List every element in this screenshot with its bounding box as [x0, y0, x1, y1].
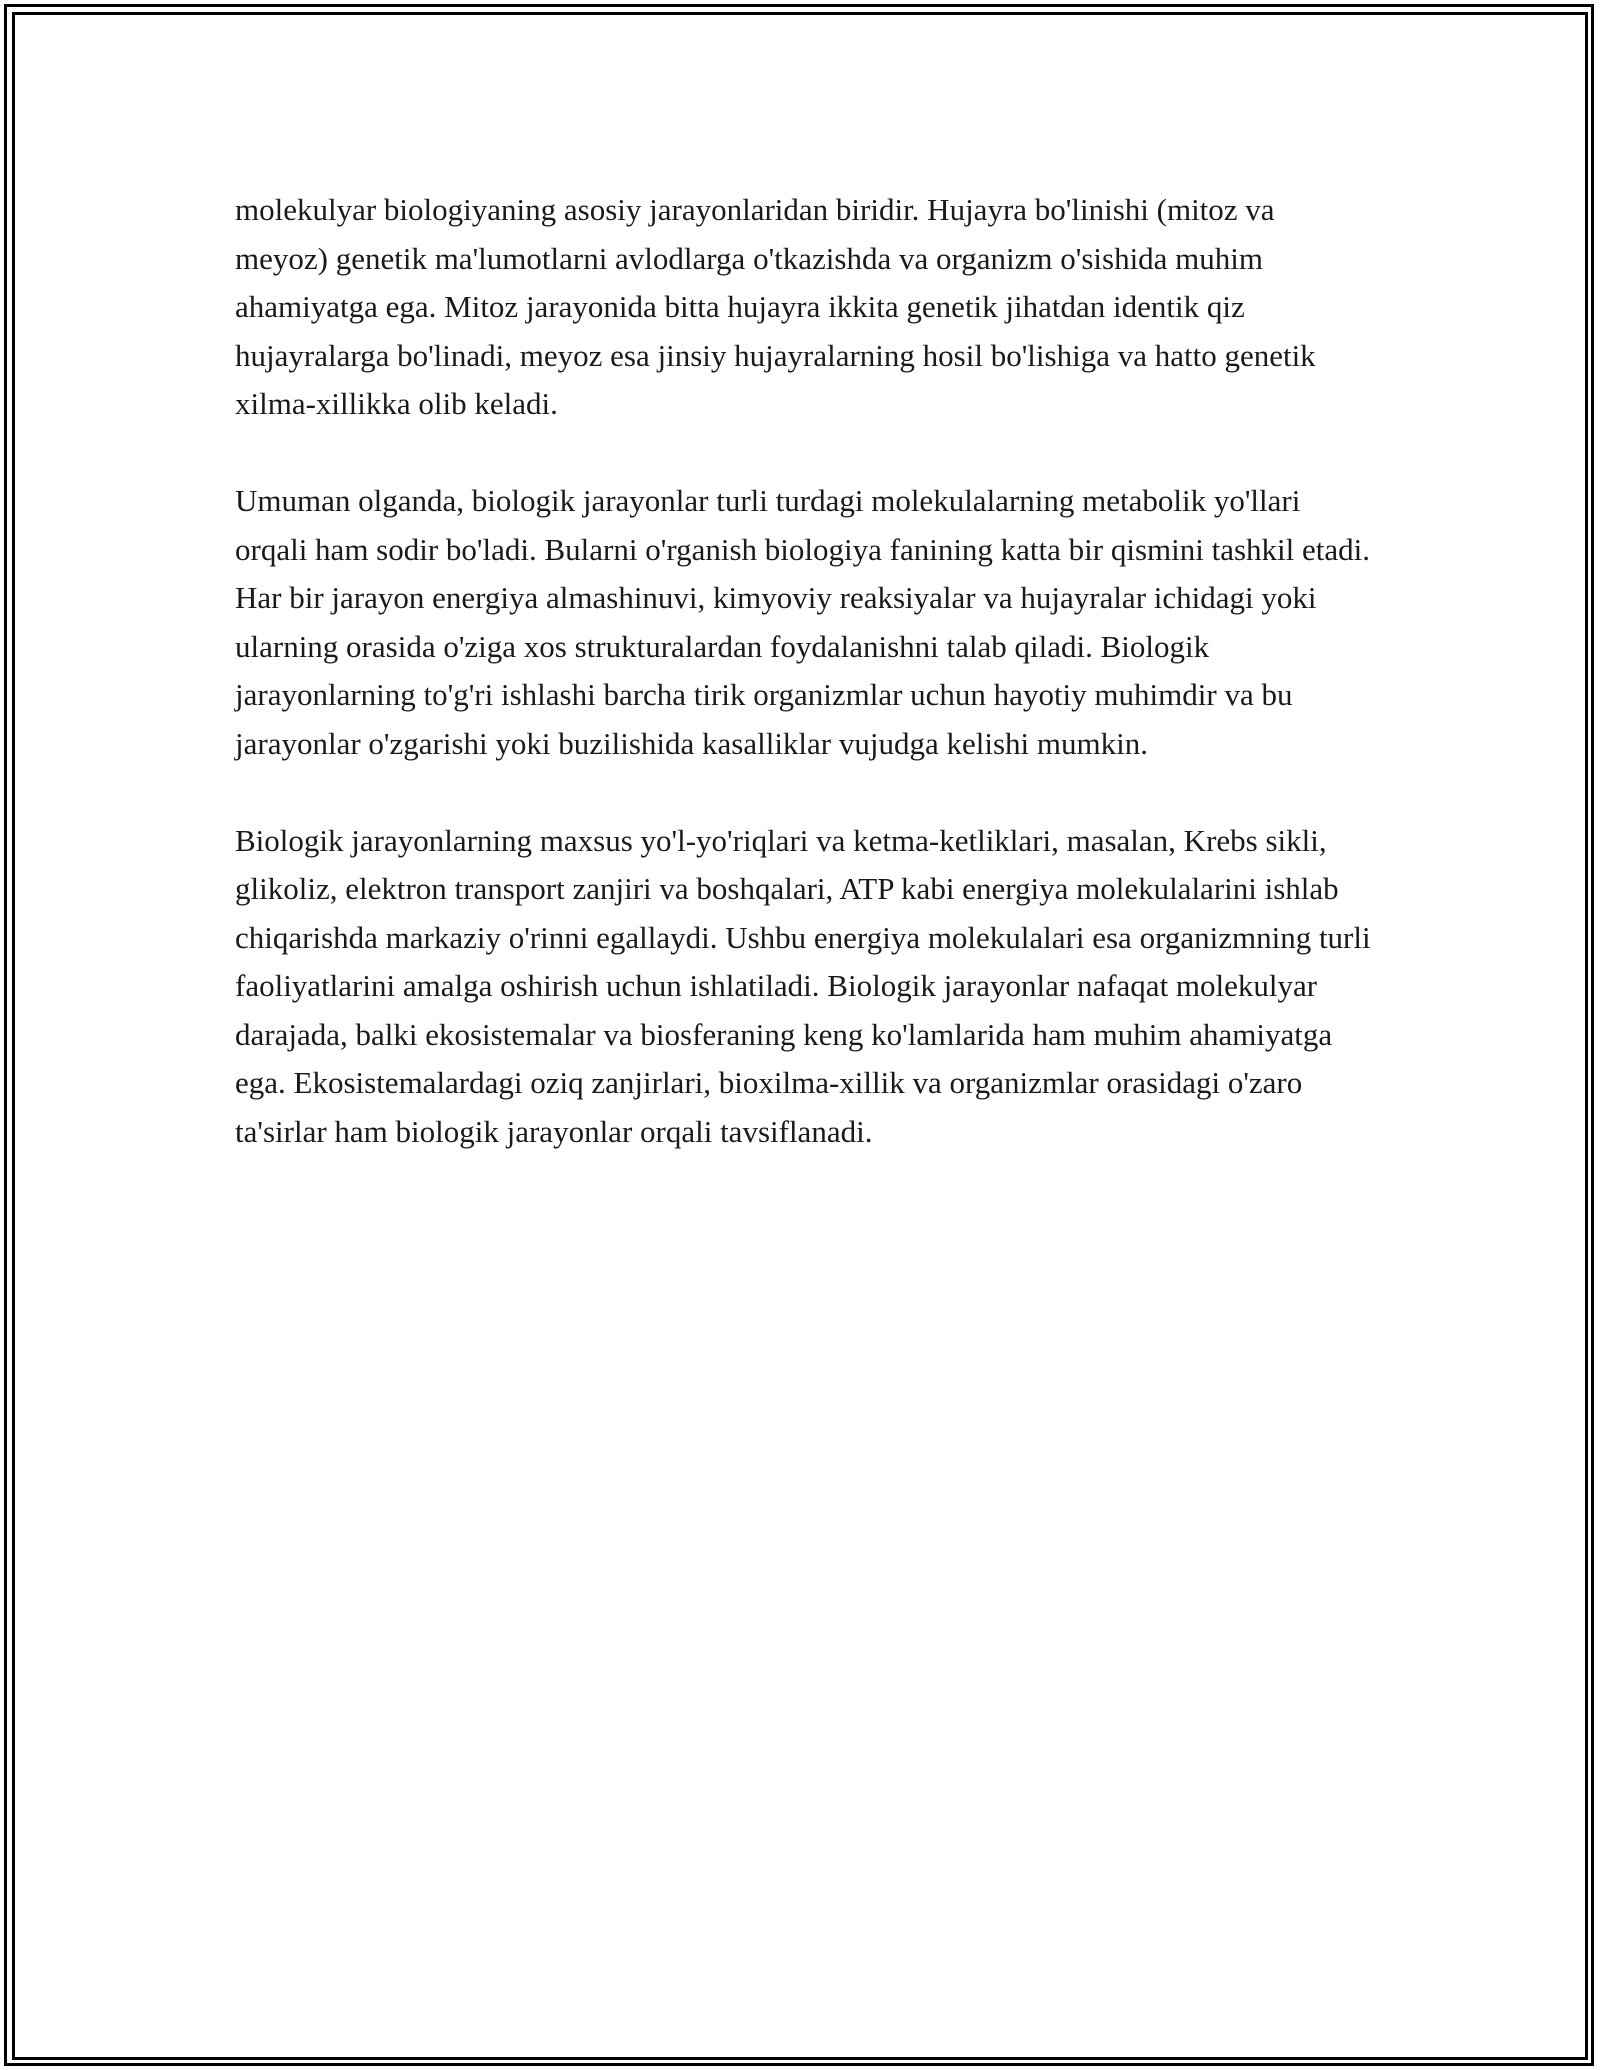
paragraph-2: Umuman olganda, biologik jarayonlar turli turdagi molekulalarning metabolik yo'llari orqali ham sodir bo'ladi. Bularni o'rganish biologiya fanining katta bir qismini tashkil etadi. Har bir jarayon energiya almashinuvi, kimyoviy reaksiyalar va hujayralar ichidagi yoki ularning orasida o'ziga xos strukturalardan foydalanishni talab qiladi. Biologik jarayonlarning to'g'ri ishlashi barcha tirik organizmlar uchun hayotiy muhimdir va bu jarayonlar o'zgarishi yoki buzilishida kasalliklar vujudga kelishi mumkin.: [235, 483, 1371, 761]
paragraph-1: molekulyar biologiyaning asosiy jarayonlaridan biridir. Hujayra bo'linishi (mitoz va meyoz) genetik ma'lumotlarni avlodlarga o'tkazishda va organizm o'sishida muhim ahamiyatga ega. Mitoz jarayonida bitta hujayra ikkita genetik jihatdan identik qiz hujayralarga bo'linadi, meyoz esa jinsiy hujayralarning hosil bo'lishiga va hatto genetik xilma-xillikka olib keladi.: [235, 192, 1316, 421]
paragraph-3: Biologik jarayonlarning maxsus yo'l-yo'riqlari va ketma-ketliklari, masalan, Krebs sikli, glikoliz, elektron transport zanjiri va boshqalari, ATP kabi energiya molekulalarini ishlab chiqarishda markaziy o'rinni egallaydi. Ushbu energiya molekulalari esa organizmning turli faoliyatlarini amalga oshirish uchun ishlatiladi. Biologik jarayonlar nafaqat molekulyar darajada, balki ekosistemalar va biosferaning keng ko'lamlarida ham muhim ahamiyatga ega. Ekosistemalardagi oziq zanjirlari, bioxilma-xillik va organizmlar orasidagi o'zaro ta'sirlar ham biologik jarayonlar orqali tavsiflanadi.: [235, 822, 1371, 1149]
document-body: [235, 186, 1375, 1205]
